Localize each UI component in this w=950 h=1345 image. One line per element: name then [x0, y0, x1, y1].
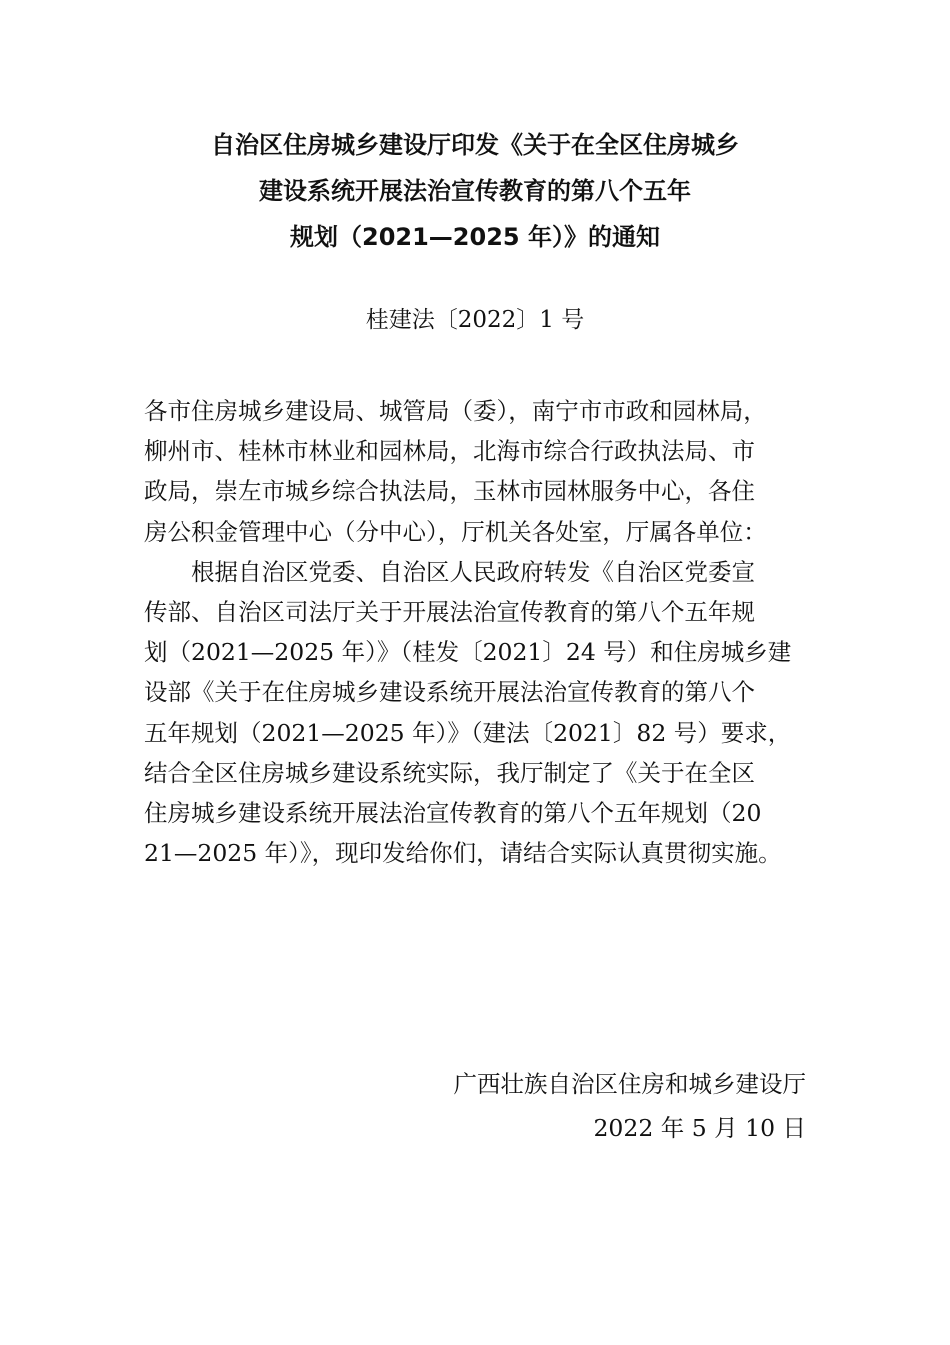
body-line: 划（2021—2025 年）》（桂发〔2021〕24 号）和住房城乡建: [144, 638, 792, 667]
title-line-2: 建设系统开展法治宣传教育的第八个五年: [259, 177, 691, 205]
body-line: 柳州市、桂林市林业和园林局，北海市综合行政执法局、市: [144, 437, 755, 466]
body-line: 住房城乡建设系统开展法治宣传教育的第八个五年规划（20: [144, 799, 762, 828]
title-line-1: 自治区住房城乡建设厅印发《关于在全区住房城乡: [211, 131, 739, 159]
signature-block: [454, 1062, 807, 1150]
body-line: 设部《关于在住房城乡建设系统开展法治宣传教育的第八个: [144, 678, 755, 707]
body-line: 21—2025 年）》，现印发给你们，请结合实际认真贯彻实施。: [144, 839, 782, 868]
body-line: 政局，崇左市城乡综合执法局，玉林市园林服务中心，各住: [144, 477, 755, 506]
document-number: 桂建法〔2022〕1 号: [365, 307, 585, 333]
issue-date: 2022 年 5 月 10 日: [593, 1114, 806, 1142]
issuer-name: 广西壮族自治区住房和城乡建设厅: [453, 1070, 806, 1098]
body-line: 各市住房城乡建设局、城管局（委），南宁市市政和园林局，: [144, 397, 767, 425]
body-line: 结合全区住房城乡建设系统实际，我厅制定了《关于在全区: [144, 758, 755, 787]
title-line-3: 规划（2021—2025 年）》的通知: [290, 223, 660, 251]
document-title: [120, 122, 830, 260]
body-line: 房公积金管理中心（分中心），厅机关各处室，厅属各单位：: [144, 517, 767, 546]
body-line: 五年规划（2021—2025 年）》（建法〔2021〕82 号）要求，: [144, 718, 792, 747]
body-line: 传部、自治区司法厅关于开展法治宣传教育的第八个五年规: [144, 598, 755, 627]
body-line: 根据自治区党委、自治区人民政府转发《自治区党委宣: [144, 557, 755, 586]
document-body: [144, 391, 814, 873]
